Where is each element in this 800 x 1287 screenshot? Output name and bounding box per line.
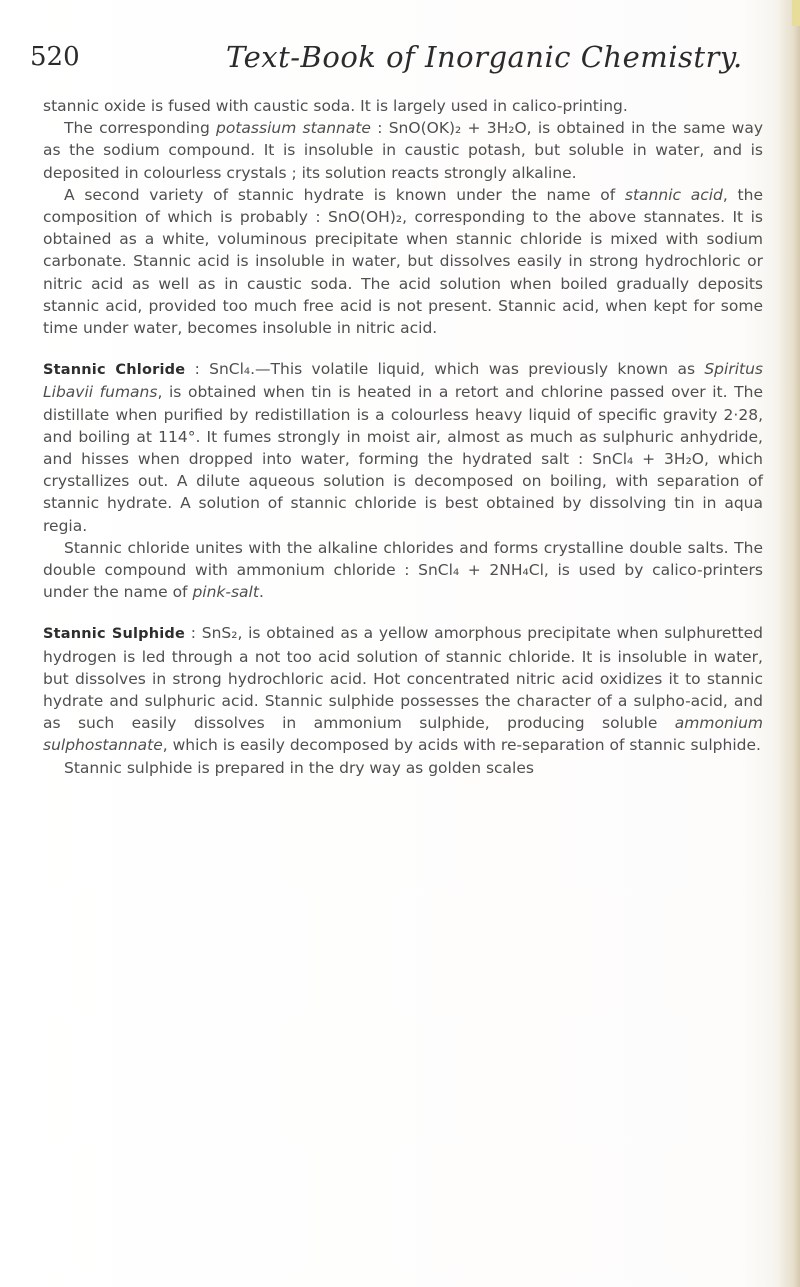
emphasis-term: ammonium sulphostannate (43, 714, 763, 755)
page-edge-shadow (778, 0, 800, 1287)
emphasis-term: potassium stannate (216, 119, 371, 138)
page-edge-tab (792, 0, 800, 26)
section-heading: Stannic Sulphide (43, 626, 186, 643)
body-text (43, 95, 763, 779)
emphasis-term: stannic acid (624, 185, 723, 204)
paragraph-text: , the composition of which is probably : SnO(OH)₂, corresponding to the above stannates. It is obtained as a white, voluminous precipitate when stannic chloride is mixed with sodium carbonate. Stannic acid is insoluble in water, but dissolves easily in strong hydrochloric or nitric acid as well as in caustic soda. The acid solution when boiled gradually deposits stannic acid, provided too much free acid is not present. Stannic acid, when kept for some time under water, becomes insoluble in nitric acid. (43, 185, 763, 338)
emphasis-term: pink-salt (192, 583, 259, 602)
paragraph-dry-preparation: Stannic sulphide is prepared in the dry way as golden scales (64, 758, 534, 777)
paragraph-text: . (258, 583, 264, 602)
paragraph-double-salts (43, 537, 763, 604)
page-number: 520 (30, 42, 80, 72)
paragraph-text: Stannic chloride unites with the alkaline chlorides and forms crystalline double salts. The double compound with ammonium chloride : SnCl₄ + 2NH₄Cl, is used by calico-printers under the name of (43, 538, 763, 602)
paragraph-text: The corresponding (64, 119, 217, 138)
section-stannic-sulphide (43, 622, 763, 756)
paragraph-continuation: stannic oxide is fused with caustic soda. It is largely used in calico-printing. (43, 97, 628, 115)
page-header (30, 34, 743, 84)
paragraph-text: A second variety of stannic hydrate is known under the name of (64, 185, 625, 204)
paragraph-text: , is obtained when tin is heated in a retort and chlorine passed over it. The distillate when purified by redistillation is a colourless heavy liquid of specific gravity 2·28, and boiling at 114°. It fumes strongly in moist air, almost as much as sulphuric anhydride, and hisses when dropped into water, forming the hydrated salt : SnCl₄ + 3H₂O, which crystallizes out. A dilute aqueous solution is decomposed on boiling, with separation of stannic hydrate. A solution of stannic chloride is best obtained by dissolving tin in aqua regia. (43, 383, 763, 535)
section-heading: Stannic Chloride (43, 362, 186, 379)
running-title: Text-Book of Inorganic Chemistry. (226, 40, 743, 74)
paragraph-text: , which is easily decomposed by acids with re-separation of stannic sulphide. (162, 736, 761, 755)
section-stannic-chloride (43, 358, 763, 537)
emphasis-term: Spiritus Libavii fumans (43, 360, 763, 402)
paragraph-text: : SnCl₄.—This volatile liquid, which was previously known as (185, 360, 705, 379)
paragraph-text: : SnS₂, is obtained as a yellow amorphous precipitate when sulphuretted hydrogen is led through a not too acid solution of stannic chloride. It is insoluble in water, but dissolves in strong hydrochloric acid. Hot concentrated nitric acid oxidizes it to stannic hydrate and sulphuric acid. Stannic sulphide possesses the character of a sulpho-acid, and as such easily dissolves in ammonium sulphide, producing soluble (43, 624, 763, 733)
paragraph-potassium-stannate (43, 117, 763, 184)
paragraph-text: : SnO(OK)₂ + 3H₂O, is obtained in the same way as the sodium compound. It is insoluble in caustic potash, but soluble in water, and is deposited in colourless crystals ; its solution reacts strongly alkaline. (43, 119, 763, 182)
paragraph-stannic-acid (43, 184, 763, 339)
